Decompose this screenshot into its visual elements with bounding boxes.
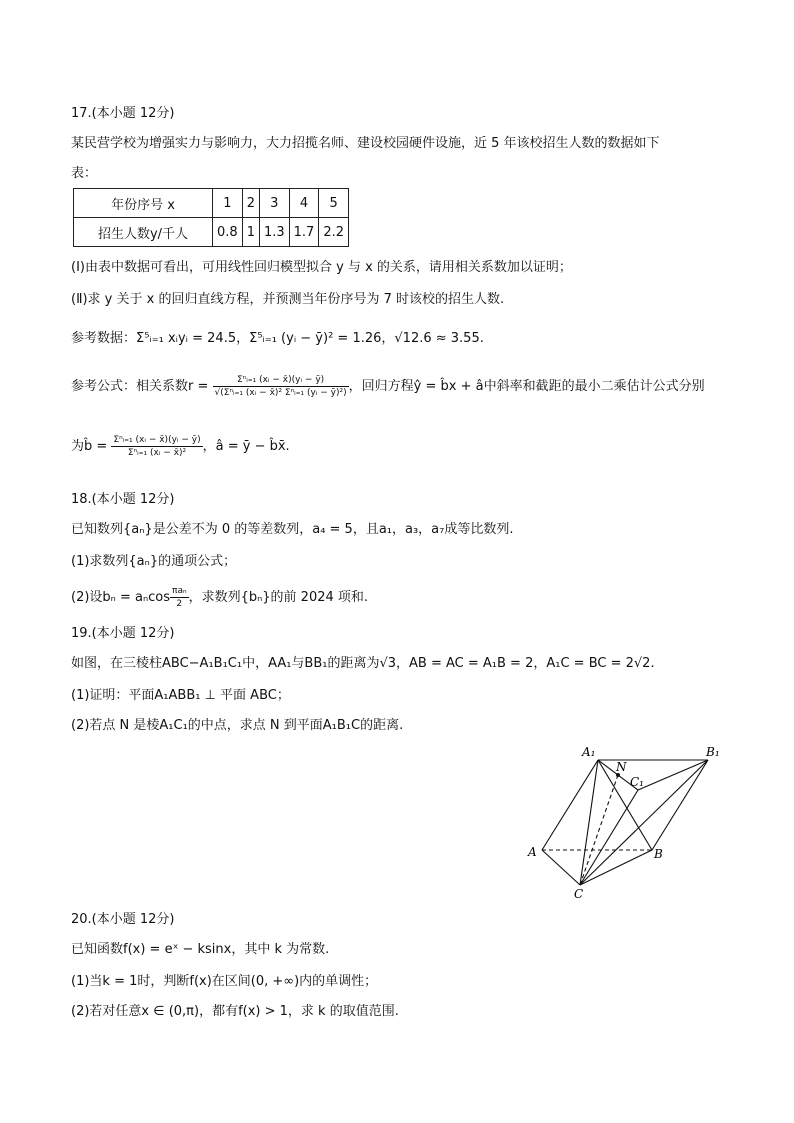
q17-header: 17.(本小题 12分)	[71, 106, 175, 121]
q17-reference-formula	[71, 370, 705, 404]
edge-A1A	[542, 760, 598, 850]
q19-part2: (2)若点 N 是棱A₁C₁的中点，求点 N 到平面A₁B₁C的距离.	[71, 718, 404, 733]
q17-reference-data	[71, 330, 484, 348]
table-cell: 1.7	[289, 218, 319, 247]
b-label: 为b̂ =	[71, 439, 108, 454]
slope-fraction	[111, 434, 202, 459]
table-cell: 招生人数y/千人	[74, 218, 213, 247]
q18-part2	[71, 585, 368, 611]
q19-header: 19.(本小题 12分)	[71, 626, 175, 641]
label-C1: C₁	[630, 775, 644, 789]
ref-data-label: 参考数据：	[71, 331, 137, 346]
edge-B1C	[580, 760, 708, 885]
q17-part2: (Ⅱ)求 y 关于 x 的回归直线方程，并预测当年份序号为 7 时该校的招生人数.	[71, 292, 505, 307]
q17-part1: (Ⅰ)由表中数据可看出，可用线性回归模型拟合 y 与 x 的关系，请用相关系数加以证明；	[71, 260, 572, 275]
table-cell: 年份序号 x	[74, 189, 213, 218]
edge-AC	[542, 850, 580, 885]
prism-figure	[520, 740, 730, 900]
edge-A1C	[580, 760, 598, 885]
correlation-fraction	[213, 374, 349, 399]
table-cell: 1	[242, 218, 259, 247]
table-cell: 0.8	[213, 218, 243, 247]
r-numerator: Σⁿᵢ₌₁ (xᵢ − x̄)(yᵢ − ȳ)	[213, 374, 349, 387]
label-A1: A₁	[582, 745, 596, 759]
q17-intro-line1: 某民营学校为增强实力与影响力，大力招揽名师、建设校园硬件设施，近 5 年该校招生人数的数据如下	[71, 136, 660, 151]
table-cell: 1	[213, 189, 243, 218]
q20-part2: (2)若对任意x ∈ (0,π)，都有f(x) > 1，求 k 的取值范围.	[71, 1004, 399, 1019]
q18-stem: 已知数列{aₙ}是公差不为 0 的等差数列，a₄ = 5，且a₁，a₃，a₇成等比数列.	[71, 522, 514, 537]
table-cell: 3	[259, 189, 289, 218]
table-cell: 2	[242, 189, 259, 218]
label-N: N	[616, 760, 627, 774]
table-cell: 5	[319, 189, 349, 218]
ref-data-values: Σ⁵ᵢ₌₁ xᵢyᵢ = 24.5，Σ⁵ᵢ₌₁ (yᵢ − ȳ)² = 1.26，√12.6 ≈ 3.55.	[136, 331, 484, 346]
q18-part1: (1)求数列{aₙ}的通项公式；	[71, 554, 237, 569]
part2-post: ，求数列{bₙ}的前 2024 项和.	[188, 590, 369, 605]
q17-intro-line2: 表：	[71, 166, 98, 181]
formula-label: 参考公式：相关系数r =	[71, 379, 209, 394]
label-B: B	[654, 847, 663, 861]
b-numerator: Σⁿᵢ₌₁ (xᵢ − x̄)(yᵢ − ȳ)	[113, 435, 201, 445]
label-A: A	[528, 845, 537, 859]
q19-part1: (1)证明：平面A₁ABB₁ ⊥ 平面 ABC；	[71, 688, 290, 703]
table-row	[74, 189, 349, 218]
frac-den: 2	[176, 599, 183, 609]
table-row	[74, 218, 349, 247]
table-cell: 1.3	[259, 218, 289, 247]
part2-pre: (2)设bₙ = aₙcos	[71, 590, 171, 605]
q17-slope-formula	[71, 430, 290, 464]
q18-header: 18.(本小题 12分)	[71, 492, 175, 507]
label-B1: B₁	[706, 745, 720, 759]
b-denominator: Σⁿᵢ₌₁ (xᵢ − x̄)²	[127, 448, 187, 458]
q20-part1: (1)当k = 1时，判断f(x)在区间(0, +∞)内的单调性；	[71, 974, 378, 989]
frac-num: πaₙ	[172, 586, 187, 596]
segment-NC-hidden	[580, 775, 618, 885]
q19-stem: 如图，在三棱柱ABC−A₁B₁C₁中，AA₁与BB₁的距离为√3，AB = AC = A₁B = 2，A₁C = BC = 2√2.	[71, 656, 655, 671]
a-formula: ，â = ȳ − b̂x̄.	[202, 439, 290, 454]
q20-stem: 已知函数f(x) = eˣ − ksinx，其中 k 为常数.	[71, 942, 330, 957]
label-C: C	[574, 887, 584, 900]
cos-argument-fraction	[170, 585, 189, 610]
edge-C1B1	[638, 760, 708, 790]
edge-B1B	[652, 760, 708, 850]
q20-header: 20.(本小题 12分)	[71, 912, 175, 927]
q17-data-table	[73, 188, 349, 247]
table-cell: 4	[289, 189, 319, 218]
r-denominator: √(Σⁿᵢ₌₁ (xᵢ − x̄)² Σⁿᵢ₌₁ (yᵢ − ȳ)²)	[214, 388, 347, 398]
formula-after: ，回归方程ŷ = b̂x + â中斜率和截距的最小二乘估计公式分别	[348, 379, 705, 394]
table-cell: 2.2	[319, 218, 349, 247]
